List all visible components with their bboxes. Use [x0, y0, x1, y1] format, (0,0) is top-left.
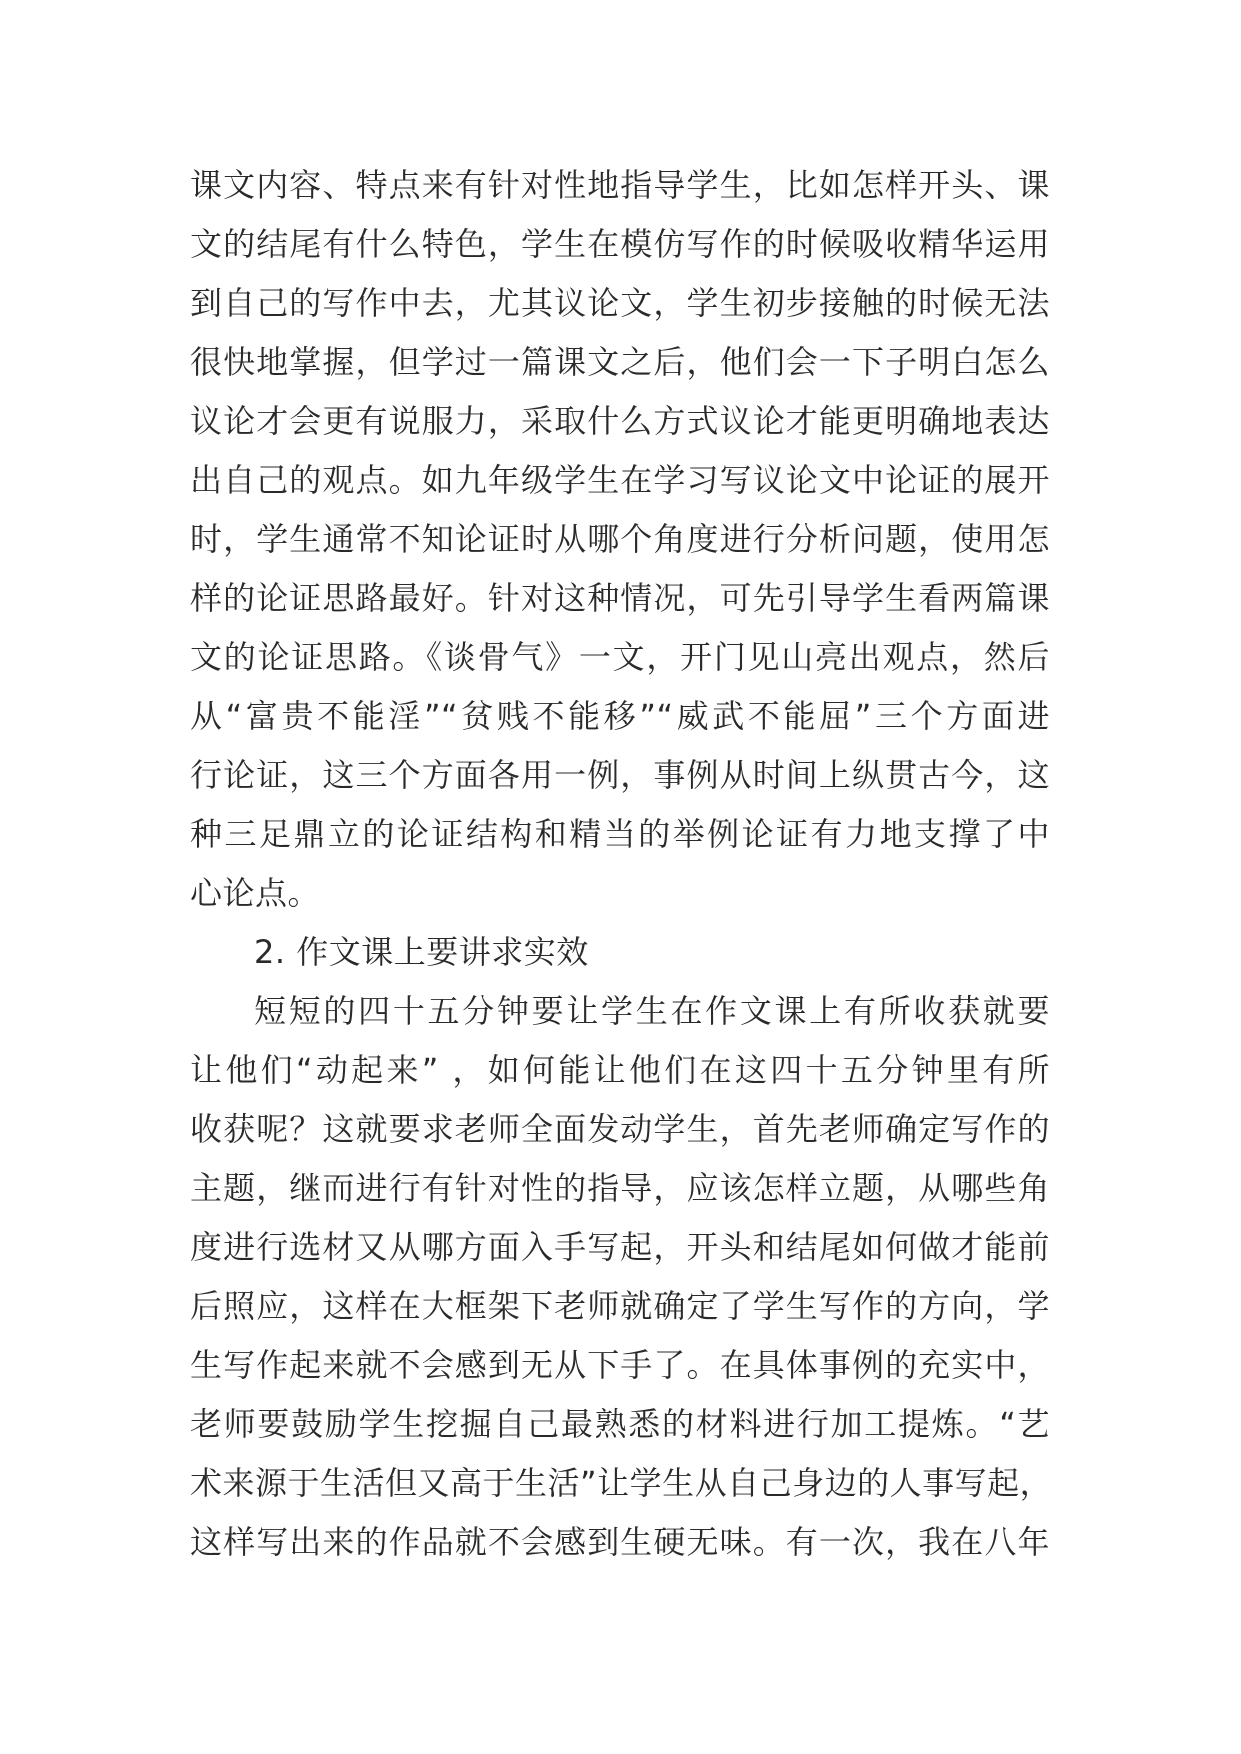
paragraph-line: 行论证，这三个方面各用一例，事例从时间上纵贯古今，这: [190, 756, 1050, 794]
paragraph-line: 从“富贵不能淫”“贫贱不能移”“威武不能屈”三个方面进: [190, 697, 1050, 735]
paragraph-line: 文的论证思路。《谈骨气》一文，开门见山亮出观点，然后: [190, 638, 1050, 676]
paragraph-line: 度进行选材又从哪方面入手写起，开头和结尾如何做才能前: [190, 1228, 1050, 1266]
paragraph-line: 很快地掌握，但学过一篇课文之后，他们会一下子明白怎么: [190, 343, 1050, 381]
paragraph-line: 课文内容、特点来有针对性地指导学生，比如怎样开头、课: [190, 166, 1050, 204]
paragraph-line: 心论点。: [190, 874, 321, 912]
paragraph-line: 让他们“动起来” ，如何能让他们在这四十五分钟里有所: [190, 1051, 1050, 1089]
paragraph-line: 生写作起来就不会感到无从下手了。在具体事例的充实中，: [190, 1346, 1050, 1384]
paragraph-line: 后照应，这样在大框架下老师就确定了学生写作的方向，学: [190, 1287, 1050, 1325]
section-heading: 2. 作文课上要讲求实效: [254, 933, 589, 971]
paragraph-line: 收获呢？这就要求老师全面发动学生，首先老师确定写作的: [190, 1110, 1050, 1148]
paragraph-line: 时，学生通常不知论证时从哪个角度进行分析问题，使用怎: [190, 520, 1050, 558]
paragraph-line: 到自己的写作中去，尤其议论文，学生初步接触的时候无法: [190, 284, 1050, 322]
document-body: [190, 156, 1053, 1572]
paragraph-line: 议论才会更有说服力，采取什么方式议论才能更明确地表达: [190, 402, 1050, 440]
paragraph-line: 主题，继而进行有针对性的指导，应该怎样立题，从哪些角: [190, 1169, 1050, 1207]
paragraph-line: 文的结尾有什么特色，学生在模仿写作的时候吸收精华运用: [190, 225, 1050, 263]
paragraph-line: 出自己的观点。如九年级学生在学习写议论文中论证的展开: [190, 461, 1050, 499]
paragraph-line: 短短的四十五分钟要让学生在作文课上有所收获就要: [254, 992, 1050, 1030]
paragraph-line: 样的论证思路最好。针对这种情况，可先引导学生看两篇课: [190, 579, 1050, 617]
paragraph-line: 种三足鼎立的论证结构和精当的举例论证有力地支撑了中: [190, 815, 1050, 853]
paragraph-line: 术来源于生活但又高于生活”让学生从自己身边的人事写起，: [190, 1464, 1053, 1502]
paragraph-line: 这样写出来的作品就不会感到生硬无味。有一次，我在八年: [190, 1523, 1050, 1561]
paragraph-line: 老师要鼓励学生挖掘自己最熟悉的材料进行加工提炼。“艺: [190, 1405, 1050, 1443]
